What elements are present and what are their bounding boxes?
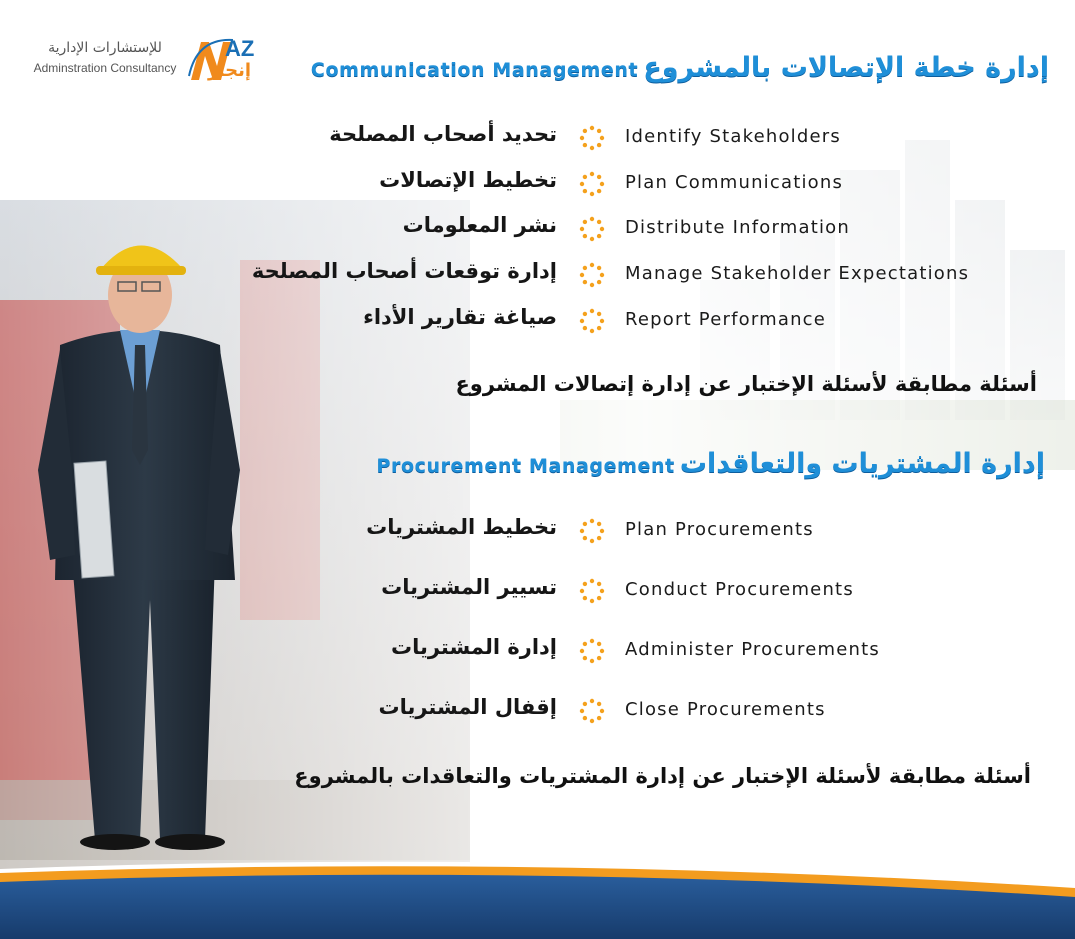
item-english-label: Identify Stakeholders [625,126,841,147]
item-english-label: Distribute Information [625,217,850,238]
section-heading-communication [311,52,1049,83]
list-item [0,573,1075,607]
list-item [0,166,1075,200]
logo-mark-arabic: إنجاز [208,60,252,81]
item-arabic-label: إدارة توقعات أصحاب المصلحة [251,259,557,283]
sun-bullet-icon [578,637,606,665]
item-english-label: Conduct Procurements [625,579,854,600]
section-heading-procurement [376,448,1045,479]
sun-bullet-icon [578,517,606,545]
item-arabic-label: تخطيط المشتريات [366,515,557,539]
heading-arabic: إدارة المشتريات والتعاقدات [679,448,1045,479]
list-item [0,211,1075,245]
item-arabic-label: نشر المعلومات [402,213,557,237]
sun-bullet-icon [578,307,606,335]
sun-bullet-icon [578,577,606,605]
exam-questions-note-procurement: أسئلة مطابقة لأسئلة الإختبار عن إدارة المشتريات والتعاقدات بالمشروع [294,764,1031,788]
logo-english-name: Adminstration Consultancy [33,61,177,75]
item-english-label: Plan Communications [625,172,844,193]
heading-arabic: إدارة خطة الإتصالات بالمشروع [643,52,1049,83]
sun-bullet-icon [578,697,606,725]
company-logo [30,36,275,86]
list-item [0,513,1075,547]
item-english-label: Manage Stakeholder Expectations [625,263,970,284]
heading-english: Procurement Management [376,455,675,477]
logo-mark-latin: AZ [225,36,255,61]
sun-bullet-icon [578,170,606,198]
list-item [0,693,1075,727]
item-arabic-label: تخطيط الإتصالات [379,168,557,192]
logo-arabic-name: للإستشارات الإدارية [48,40,162,56]
list-item [0,303,1075,337]
item-english-label: Report Performance [625,309,827,330]
item-arabic-label: صياغة تقارير الأداء [363,305,557,329]
exam-questions-note-communication: أسئلة مطابقة لأسئلة الإختبار عن إدارة إتصالات المشروع [455,372,1037,396]
item-arabic-label: إدارة المشتريات [390,635,557,659]
item-arabic-label: تسيير المشتريات [381,575,557,599]
sun-bullet-icon [578,124,606,152]
item-english-label: Close Procurements [625,699,826,720]
list-item [0,257,1075,291]
heading-english: Communication Management [310,59,639,81]
item-arabic-label: تحديد أصحاب المصلحة [329,122,557,146]
item-english-label: Administer Procurements [625,639,880,660]
sun-bullet-icon [578,215,606,243]
list-item [0,633,1075,667]
list-item [0,120,1075,154]
item-english-label: Plan Procurements [625,519,814,540]
item-arabic-label: إقفال المشتريات [378,695,557,719]
sun-bullet-icon [578,261,606,289]
